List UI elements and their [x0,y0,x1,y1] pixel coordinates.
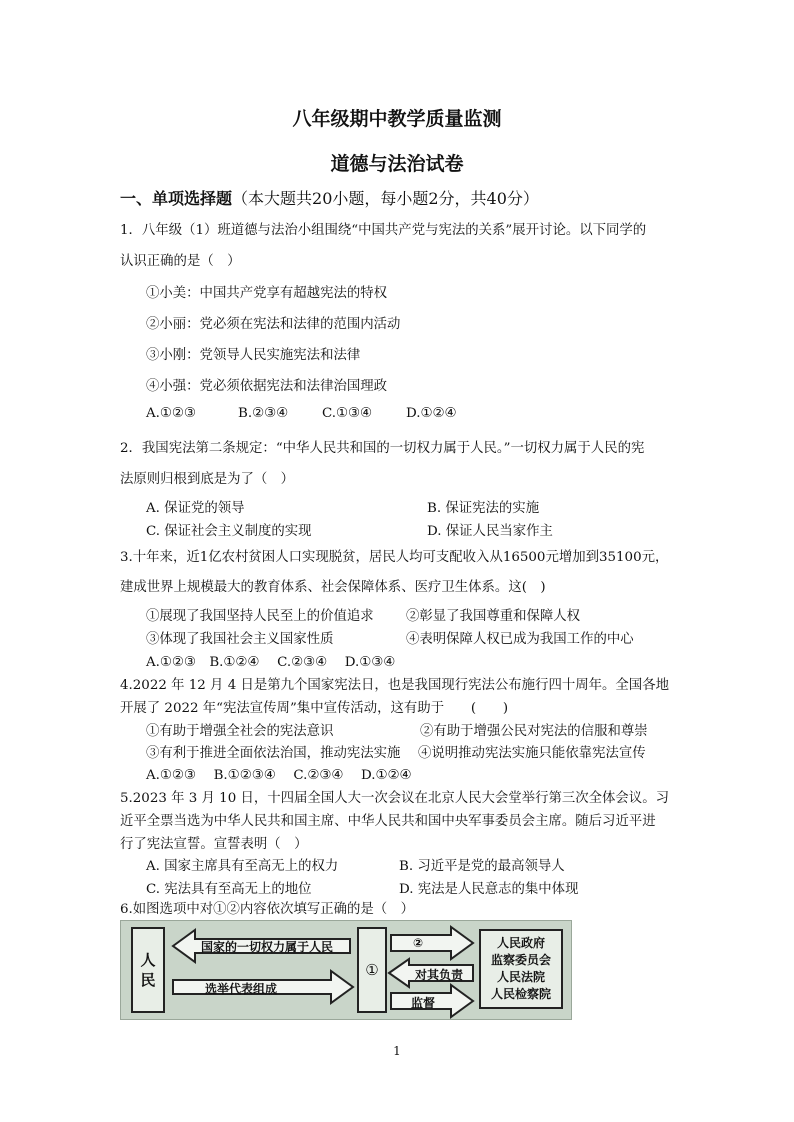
q3-item: ③体现了我国社会主义国家性质 [146,632,334,647]
q5-choice-b: B. 习近平是党的最高领导人 [399,859,565,874]
q5-choice-a: A. 国家主席具有至高无上的权力 [146,859,339,874]
q4-item: ①有助于增强全社会的宪法意识 [146,724,334,739]
q3-stem-line1: 3.十年来，近1亿农村贫困人口实现脱贫，居民人均可支配收入从16500元增加到35100元， [120,550,669,565]
arrow-right-icon [391,927,473,959]
q4-item: ③有利于推进全面依法治国，推动宪法实施 [146,746,401,761]
q4-item: ②有助于增强公民对宪法的信服和尊崇 [420,724,648,739]
q4-stem-line1: 4.2022 年 12 月 4 日是第九个国家宪法日，也是我国现行宪法公布施行四十周年。全国各地 [120,678,669,693]
q4-stem-line2: 开展了 2022 年“宪法宣传周”集中宣传活动，这有助于 ( ) [120,701,509,716]
arrow-responsible-label: 对其负责 [415,968,464,982]
exam-subtitle: 道德与法治试卷 [330,153,464,175]
section-note: （本大题共20小题，每小题2分，共40分） [232,189,539,208]
q5-choice-c: C. 宪法具有至高无上的地位 [146,882,312,897]
q3-item: ④表明保障人权已成为我国工作的中心 [406,632,634,647]
q2-choice-d: D. 保证人民当家作主 [427,524,553,539]
q1-stem-line1: 1．八年级（1）班道德与法治小组围绕“中国共产党与宪法的关系”展开讨论。以下同学的 [120,223,647,238]
section-title: 一、单项选择题 [120,189,233,208]
q5-stem-line2: 近平全票当选为中华人民共和国主席、中华人民共和国中央军事委员会主席。随后习近平进 [120,814,656,829]
q2-stem-line1: 2．我国宪法第二条规定：“中华人民共和国的一切权力属于人民。”一切权力属于人民的宪 [120,441,645,456]
q1-item: ②小丽：党必须在宪法和法律的范围内活动 [146,317,401,332]
blank-1-box: ① [357,927,387,1013]
arrow-top-label: 国家的一切权力属于人民 [201,940,334,954]
q5-choice-d: D. 宪法是人民意志的集中体现 [399,882,579,897]
q1-item: ①小美：中国共产党享有超越宪法的特权 [146,286,388,301]
exam-title: 八年级期中教学质量监测 [292,108,502,130]
arrow-bottom-label: 选举代表组成 [205,982,278,996]
q1-choice-d: D.①②④ [406,406,457,421]
state-bodies-box: 人民政府 监察委员会 人民法院 人民检察院 [479,929,563,1009]
q2-choice-a: A. 保证党的领导 [146,501,245,516]
state-structure-figure [120,920,572,1020]
people-box: 人 民 [131,927,165,1013]
q2-choice-b: B. 保证宪法的实施 [427,501,540,516]
q1-item: ④小强：党必须依据宪法和法律治国理政 [146,379,388,394]
q3-item: ①展现了我国坚持人民至上的价值追求 [146,609,374,624]
q2-choice-c: C. 保证社会主义制度的实现 [146,524,312,539]
q5-stem-line3: 行了宪法宣誓。宣誓表明（ ） [120,837,308,852]
q4-item: ④说明推动宪法实施只能依靠宪法宣传 [418,746,646,761]
q1-choice-c: C.①③④ [322,406,373,421]
arrow-blank-2-label: ② [413,936,424,950]
q5-stem-line1: 5.2023 年 3 月 10 日，十四届全国人大一次会议在北京人民大会堂举行第三次全体会议。习 [120,791,669,806]
q1-item: ③小刚：党领导人民实施宪法和法律 [146,348,361,363]
section-heading [120,186,539,209]
q4-choices: A.①②③ B.①②③④ C.②③④ D.①②④ [146,768,412,783]
q1-stem-line2: 认识正确的是（ ） [120,254,241,269]
page-number: 1 [393,1044,401,1058]
q1-choice-b: B.②③④ [238,406,289,421]
q3-stem-line2: 建成世界上规模最大的教育体系、社会保障体系、医疗卫生体系。这( ) [120,580,546,595]
arrow-supervise-label: 监督 [411,996,436,1010]
q3-item: ②彰显了我国尊重和保障人权 [406,609,581,624]
q3-choices: A.①②③ B.①②④ C.②③④ D.①③④ [146,655,396,670]
q6-stem-line1: 6.如图选项中对①②内容依次填写正确的是（ ） [120,902,414,917]
q1-choice-a: A.①②③ [146,406,196,421]
q2-stem-line2: 法原则归根到底是为了（ ） [120,472,295,487]
